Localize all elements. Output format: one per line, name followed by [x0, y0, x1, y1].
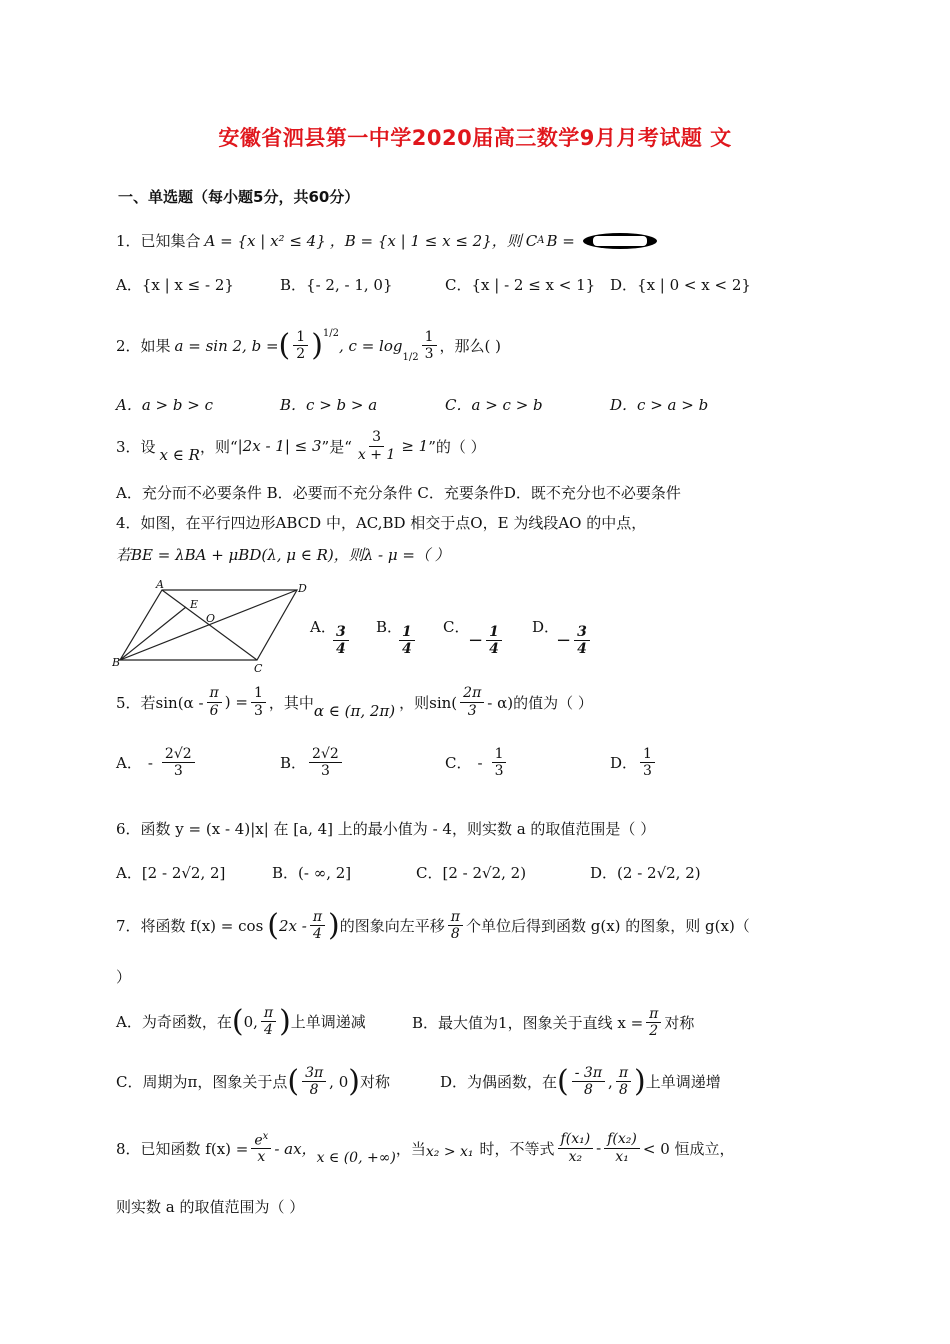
q5-option-b	[280, 746, 345, 779]
q1-expr: C	[525, 231, 538, 250]
q7-pi-eight	[448, 909, 463, 942]
q7-b-den: 2	[649, 1023, 659, 1040]
q2-third-den: 3	[424, 346, 434, 362]
q7-d-frac1	[572, 1065, 605, 1098]
label-b: B	[112, 656, 121, 669]
q7-c-den: 8	[309, 1082, 319, 1098]
q4-option-b-label: B．	[376, 618, 403, 636]
q7-paren-close: )	[328, 908, 340, 943]
q7-a-paren-close: )	[279, 1004, 291, 1039]
q7-c-paren-close: )	[348, 1064, 360, 1099]
q4-option-b-value	[396, 624, 418, 657]
q7-option-a	[116, 1004, 366, 1039]
q7-arg: 2x -	[278, 916, 307, 935]
q5-three: 3	[253, 702, 263, 719]
q3-prefix: 3．设	[116, 437, 156, 456]
q7-option-c	[116, 1064, 390, 1099]
q7-eight: 8	[450, 926, 460, 942]
question-2	[116, 328, 501, 363]
q7-option-d: D．为偶函数，在 ( $\frac{- 3\pi}{8}$ , $\frac{\pi}{8}$ ) 上单调递增	[440, 1064, 721, 1099]
q2-option-d: D．c > a > b	[610, 396, 709, 414]
q5-b-num: 2√2	[309, 746, 342, 763]
q4-option-d-label: D．	[532, 618, 560, 636]
q2-exponent: 1/2	[322, 328, 339, 339]
question-5	[116, 684, 593, 720]
q7-d-text: D．为偶函数，在	[440, 1073, 558, 1091]
q4-a-num: 3	[333, 624, 349, 641]
label-e: E	[190, 598, 199, 611]
q7-a-frac	[261, 1005, 276, 1038]
q2-third-fraction	[422, 329, 437, 362]
q5-mid2: ，则sin(	[399, 693, 458, 712]
q8-e: e	[254, 1132, 263, 1149]
q7-a-text: A．为奇函数，在	[116, 1013, 232, 1031]
q8-num	[251, 1131, 271, 1150]
q8-ex-frac	[251, 1131, 271, 1166]
q7-option-b	[412, 1006, 694, 1039]
q5-a-frac	[162, 746, 195, 779]
q4-option-c-label: C．	[443, 618, 470, 636]
q4-b-den: 4	[402, 641, 412, 658]
q3-mid1: ，则“	[199, 437, 238, 456]
q4-c-den: 4	[489, 641, 499, 658]
q2-half-num: 1	[293, 329, 308, 346]
q6-option-b: B．(- ∞, 2]	[272, 864, 352, 882]
q7-tail2: ）	[116, 968, 132, 986]
q7-c-num: 3π	[302, 1065, 326, 1082]
q2-half-den: 2	[296, 346, 306, 362]
q4-option-d-value	[556, 624, 593, 657]
q4-b-num: 1	[399, 624, 415, 641]
q2-paren-open: (	[278, 328, 291, 363]
q5-c-sign: -	[477, 753, 483, 772]
q7-c-tail: 对称	[359, 1073, 390, 1091]
q1-option-d: D．{x | 0 < x < 2}	[610, 276, 751, 294]
q7-b-text: B．最大值为1，图象关于直线 x =	[412, 1014, 644, 1033]
segment-be	[120, 607, 186, 660]
q4-option-a-label: A．	[310, 618, 336, 636]
question-1	[116, 230, 657, 251]
q7-d-den2: 8	[618, 1082, 628, 1098]
q7-b-tail: 对称	[664, 1014, 695, 1033]
q8-frac1	[558, 1131, 594, 1164]
q7-b-frac	[646, 1006, 661, 1039]
q1-option-b: B．{- 2, - 1, 0}	[280, 276, 393, 294]
q8-line2: 则实数 a 的取值范围为（ ）	[116, 1198, 305, 1216]
q7-pi2: π	[448, 909, 463, 926]
q7-a-int: 0,	[243, 1012, 258, 1031]
q6-option-c: C．[2 - 2√2, 2)	[416, 864, 527, 882]
q5-two-pi: 2π	[460, 685, 484, 702]
q7-a-tail: 上单调递减	[290, 1013, 366, 1031]
q3-cond1: |2x - 1| ≤ 3	[237, 437, 322, 455]
q5-b-frac	[309, 746, 342, 779]
q5-c-label: C．	[445, 754, 472, 773]
q2-option-c: C．a > c > b	[445, 396, 543, 414]
page-title: 安徽省泗县第一中学2020届高三数学9月月考试题 文	[218, 126, 732, 150]
parallelogram-figure	[112, 580, 312, 672]
q3-mid2: ”是“	[321, 437, 352, 456]
q5-mid: ，其中	[268, 693, 314, 712]
q5-a-sign: -	[147, 753, 153, 772]
q7-a-paren-open: (	[231, 1004, 244, 1039]
diagonal-bd	[120, 590, 297, 660]
q5-a-label: A．	[116, 754, 142, 773]
q7-a-four: 4	[264, 1022, 273, 1038]
q5-eq: ) =	[224, 693, 248, 711]
q4-c-num: 1	[486, 624, 502, 641]
q5-option-a	[116, 746, 198, 779]
q5-one: 1	[251, 685, 266, 702]
question-8: 8．已知函数 f(x) = $\frac{e^x}{x}$ - ax， x ∈ (0, +∞) ，当 x₂ > x₁ 时，不等式 $\frac{\text{f(x₁)}}{\text{x₂}}$ - $\frac{\text{f(x₂)}}{\text{x₁}}$ < 0 恒成立，	[116, 1130, 735, 1166]
q8-ineq: < 0 恒成立，	[642, 1139, 735, 1158]
q8-mid2: ，当	[395, 1139, 426, 1158]
q1-prefix: 1．已知集合	[116, 232, 201, 250]
q5-a-num: 2√2	[162, 746, 195, 763]
question-7	[116, 908, 750, 943]
q2-log-base: 1/2	[402, 352, 419, 363]
q3-fraction	[355, 429, 398, 462]
q5-prefix: 5．若sin(α -	[116, 693, 204, 712]
q4-option-c-value	[468, 624, 505, 657]
q7-c-text: C．周期为π，图象关于点	[116, 1073, 288, 1091]
q4-option-a-frac	[333, 624, 349, 657]
q3-tail: ”的（ ）	[428, 437, 486, 456]
q7-paren-open: (	[267, 908, 279, 943]
q7-d-num: - 3π	[572, 1065, 605, 1082]
q3-cond2: ≥ 1	[401, 437, 429, 455]
q1-setA: A = {x | x² ≤ 4}	[204, 231, 326, 250]
q5-c-frac	[492, 746, 507, 779]
question-3	[116, 428, 486, 464]
q8-x1: x₁	[615, 1148, 629, 1165]
q4-line1: 4．如图，在平行四边形ABCD 中，AC,BD 相交于点O，E 为线段AO 的中点，	[116, 514, 647, 532]
q7-d-den: 8	[583, 1082, 593, 1098]
q1-option-c: C．{x | - 2 ≤ x < 1}	[445, 276, 596, 294]
q4-d-den: 4	[577, 641, 587, 658]
q2-expr1: a = sin 2, b =	[174, 336, 279, 355]
q4-line2: 若BE = λBA + μBD(λ, μ ∈ R)，则λ - μ =（ ）	[116, 546, 450, 564]
q8-mid3: 时，不等式	[479, 1139, 555, 1158]
q1-sub: A	[537, 235, 545, 246]
question-6: 6．函数 y = (x - 4)|x| 在 [a, 4] 上的最小值为 - 4，则实数 a 的取值范围是（ ）	[116, 820, 656, 838]
q7-tail: 个单位后得到函数 g(x) 的图象，则 g(x)（	[465, 917, 750, 935]
q8-f1: f(x₁)	[558, 1131, 594, 1148]
q6-option-d: D．(2 - 2√2, 2)	[590, 864, 701, 882]
q7-pi: π	[310, 909, 325, 926]
answer-blank-image	[583, 233, 657, 249]
q5-three2: 3	[467, 702, 477, 719]
q5-six: 6	[209, 702, 219, 719]
q7-d-pi: π	[616, 1065, 631, 1082]
q5-option-c	[445, 746, 509, 779]
q2-tail: ，那么( )	[439, 337, 501, 355]
q7-d-paren-close: )	[634, 1064, 646, 1099]
q3-num: 3	[369, 429, 384, 446]
q8-prefix: 8．已知函数 f(x) =	[116, 1139, 249, 1158]
q5-d-frac	[640, 746, 655, 779]
q8-mid: - ax，	[274, 1139, 317, 1158]
label-c: C	[254, 662, 263, 672]
q5-b-den: 3	[320, 763, 330, 780]
q8-domain: x ∈ (0, +∞)	[316, 1150, 396, 1166]
section-heading: 一、单选题（每小题5分，共60分）	[118, 188, 360, 206]
q3-x: x ∈ R	[159, 446, 200, 464]
q5-c-num: 1	[492, 746, 507, 763]
q7-d-frac2	[616, 1065, 631, 1098]
q8-den: x	[257, 1149, 266, 1166]
q5-d-num: 1	[640, 746, 655, 763]
q2-option-a: A．a > b > c	[116, 396, 213, 414]
q8-cond: x₂ > x₁	[425, 1144, 474, 1160]
q8-sup: x	[262, 1130, 269, 1142]
q4-option-b-frac	[399, 624, 415, 657]
q7-prefix: 7．将函数 f(x) = cos	[116, 917, 264, 935]
q6-option-a: A．[2 - 2√2, 2]	[116, 864, 226, 882]
q1-tail: B =	[546, 231, 575, 250]
q7-c-paren-open: (	[287, 1064, 300, 1099]
q8-f2: f(x₂)	[604, 1131, 640, 1148]
q4-option-c-sign: −	[468, 630, 484, 652]
q5-tail: - α)的值为（ ）	[487, 693, 593, 712]
q7-four: 4	[312, 926, 322, 942]
q1-setB: ，B = {x | 1 ≤ x ≤ 2}，则	[329, 232, 522, 250]
q5-a-den: 3	[173, 763, 183, 780]
q5-pi: π	[207, 685, 222, 702]
label-d: D	[298, 582, 307, 595]
q4-option-a-value	[330, 624, 352, 657]
q4-option-d-frac	[574, 624, 590, 657]
q3-den: x + 1	[357, 446, 396, 463]
q5-pi-six	[207, 685, 222, 718]
q5-c-den: 3	[494, 763, 504, 780]
q7-d-tail: 上单调递增	[645, 1073, 721, 1091]
q8-frac2	[604, 1131, 640, 1164]
q2-third-num: 1	[422, 329, 437, 346]
q2-expr2: , c = log	[339, 336, 403, 355]
q7-a-pi: π	[261, 1005, 276, 1022]
label-a: A	[156, 580, 164, 591]
q5-d-label: D．	[610, 754, 638, 773]
q5-b-label: B．	[280, 754, 307, 773]
q7-d-paren-open: (	[557, 1064, 569, 1099]
q7-mid: 的图象向左平移	[339, 917, 445, 935]
q2-paren-close: )	[311, 328, 323, 363]
q1-option-a: A．{x | x ≤ - 2}	[116, 276, 234, 294]
q7-c-zero: , 0	[329, 1072, 349, 1091]
q5-d-den: 3	[643, 763, 652, 780]
q7-c-frac	[302, 1065, 326, 1098]
q5-range: α ∈ (π, 2π)	[313, 702, 396, 720]
q4-option-c-frac	[486, 624, 502, 657]
label-o: O	[206, 612, 216, 625]
q5-option-d	[610, 746, 658, 779]
q7-pi-four	[310, 909, 325, 942]
q5-two-pi-three	[460, 685, 484, 718]
q2-prefix: 2．如果	[116, 337, 171, 355]
q4-a-den: 4	[336, 641, 346, 658]
q5-one-third	[251, 685, 266, 718]
q4-d-num: 3	[574, 624, 590, 641]
q8-x2: x₂	[568, 1148, 583, 1165]
q2-half-fraction	[293, 329, 308, 362]
q7-b-pi: π	[646, 1006, 661, 1023]
q2-option-b: B．c > b > a	[280, 396, 378, 414]
q3-options: A．充分而不必要条件 B．必要而不充分条件 C．充要条件D．既不充分也不必要条件	[116, 484, 681, 502]
q4-option-d-sign: −	[556, 630, 572, 652]
